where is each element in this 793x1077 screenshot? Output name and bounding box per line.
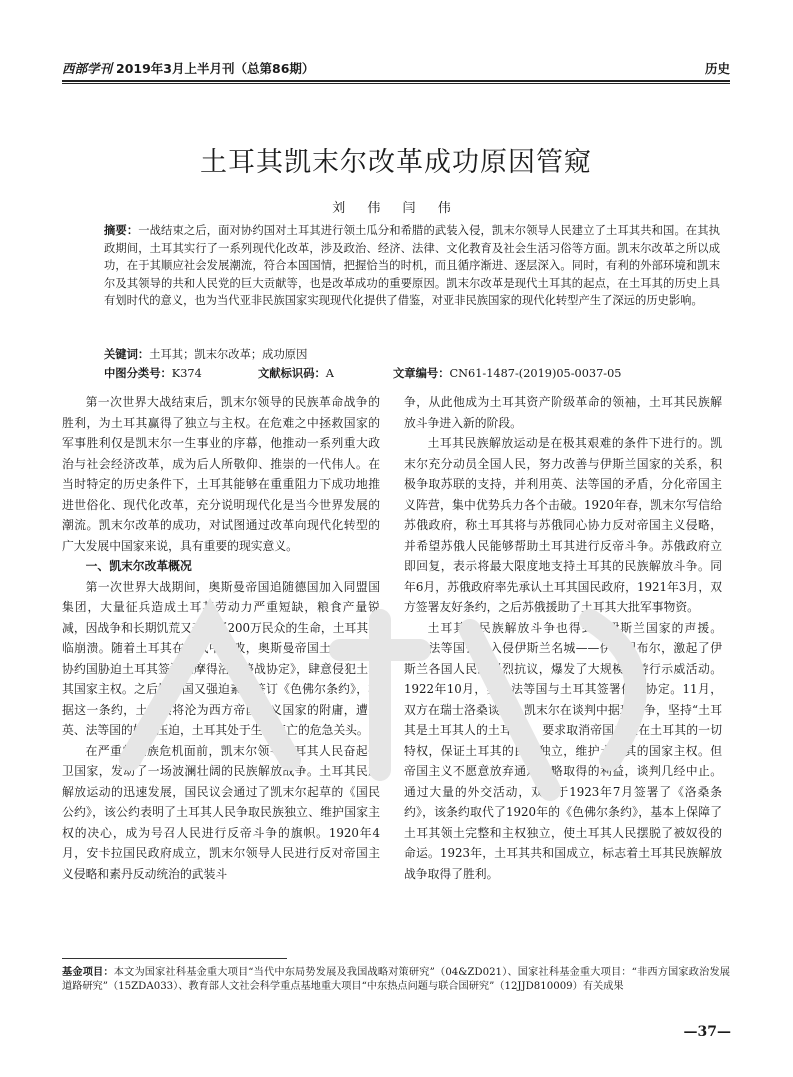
- footnote-text: 本文为国家社科基金重大项目“当代中东局势发展及我国战略对策研究”（04&ZD021）、国家社科基金重大项目：“非西方国家政治发展道路研究”（15ZDA033）、教育部人文社会科学重点基地重大项目“中东热点问题与联合国研究”（12JJD810009）有关成果: [62, 967, 730, 992]
- footnote-label: 基金项目：: [62, 967, 114, 978]
- paragraph: 土耳其民族解放运动是在极其艰难的条件下进行的。凯末尔充分动员全国人民，努力改善与伊斯兰国家的关系，积极争取苏联的支持，并利用英、法等国的矛盾，分化帝国主义阵营，集中优势兵力各个击破。1920年春，凯末尔写信给苏俄政府，称土耳其将与苏俄同心协力反对帝国主义侵略，并希望苏俄人民能够帮助土耳其进行反帝斗争。苏俄政府立即回复，表示将最大限度地支持土耳其的民族解放斗争。同年6月，苏俄政府率先承认土耳其国民政府，1921年3月，双方签署友好条约，之后苏俄援助了土耳其大批军事物资。: [404, 436, 722, 614]
- paragraph: 第一次世界大战期间，奥斯曼帝国追随德国加入同盟国集团，大量征兵造成土耳其劳动力严重短缺，粮食产量锐减，因战争和长期饥荒又夺走了200万民众的生命，土耳其濒临崩溃。随着土耳其在一战中惨败，奥斯曼帝国土崩瓦解，协约国胁迫土耳其签订《摩得洛斯停战协定》，肆意侵犯土耳其国家主权。之后协约国又强迫素丹签订《色佛尔条约》，根据这一条约，土耳其将沦为西方帝国主义国家的附庸，遭受英、法等国的奴役压迫，土耳其处于生死存亡的危急关头。: [62, 579, 380, 737]
- footnote: [62, 966, 730, 994]
- article-authors: 刘 伟 闫 伟: [332, 201, 460, 216]
- keywords: [104, 346, 307, 362]
- article-number: [393, 365, 622, 381]
- article-number-label: 文章编号：: [393, 367, 450, 380]
- header-rule-thin: [62, 83, 730, 84]
- keywords-label: 关键词：: [104, 348, 150, 361]
- section-heading: 一、凯末尔改革概况: [85, 559, 192, 573]
- paragraph: 争，从此他成为土耳其资产阶级革命的领袖，土耳其民族解放斗争进入新的阶段。: [404, 395, 722, 430]
- doc-code: [258, 365, 334, 381]
- paragraph: 第一次世界大战结束后，凯末尔领导的民族革命战争的胜利，为土耳其赢得了独立与主权。在危难之中拯救国家的军事胜利仅是凯末尔一生事业的序幕，他推动一系列重大政治与社会经济改革，成为后人所敬仰、推崇的一代伟人。在当时特定的历史条件下，土耳其能够在重重阻力下成功地推进世俗化、现代化改革，充分说明现代化是当今世界发展的潮流。凯末尔改革的成功，对试图通过改革向现代化转型的广大发展中国家来说，具有重要的现实意义。: [62, 395, 380, 553]
- paragraph: 在严重的民族危机面前，凯末尔领导土耳其人民奋起保卫国家，发动了一场波澜壮阔的民族解放战争。土耳其民族解放运动的迅速发展，国民议会通过了凯末尔起草的《国民公约》，该公约表明了土耳其人民争取民族独立、维护国家主权的决心，成为号召人民进行反帝斗争的旗帜。1920年4月，安卡拉国民政府成立，凯末尔领导人民进行反对帝国主义侵略和素丹反动统治的武装斗: [62, 743, 380, 881]
- keywords-text: 土耳其；凯末尔改革；成功原因: [149, 348, 308, 361]
- article-number-value: CN61-1487-(2019)05-0037-05: [449, 367, 622, 380]
- page-number: —37—: [683, 1024, 731, 1040]
- journal-info: [62, 59, 314, 77]
- section-label: 历史: [704, 61, 730, 76]
- body-column-left: [62, 392, 380, 884]
- running-header: [62, 57, 730, 79]
- clc-label: 中图分类号：: [104, 367, 172, 380]
- body-column-right: [404, 392, 722, 884]
- header-rule: [62, 80, 730, 82]
- clc-code: [104, 365, 202, 381]
- abstract: [104, 222, 720, 310]
- doc-label: 文献标识码：: [258, 367, 326, 380]
- paragraph: 土耳其的民族解放斗争也得到了伊斯兰国家的声援。英、法等国公然入侵伊斯兰名城——伊斯坦布尔，激起了伊斯兰各国人民的强烈抗议，爆发了大规模的游行示威活动。1922年10月，英、法等国与土耳其签署停战协定。11月，双方在瑞士洛桑谈判，凯末尔在谈判中据理力争，坚持“土耳其是土耳其人的土耳其”，要求取消帝国主义在土耳其的一切特权，保证土耳其的民族独立，维护土耳其的国家主权。但帝国主义不愿意放弃通过侵略取得的利益，谈判几经中止。通过大量的外交活动，双方于1923年7月签署了《洛桑条约》，该条约取代了1920年的《色佛尔条约》，基本上保障了土耳其领土完整和主权独立，使土耳其人民摆脱了被奴役的命运。1923年，土耳其共和国成立，标志着土耳其民族解放战争取得了胜利。: [404, 620, 722, 881]
- abstract-label: 摘要：: [104, 224, 139, 237]
- clc-value: K374: [171, 367, 202, 380]
- doc-value: A: [325, 367, 334, 380]
- issue-info: 2019年3月上半月刊（总第86期）: [116, 61, 315, 76]
- article-title: 土耳其凯末尔改革成功原因管窥: [200, 147, 592, 178]
- abstract-text: 一战结束之后，面对协约国对土耳其进行领土瓜分和希腊的武装入侵，凯末尔领导人民建立了土耳其共和国。在其执政期间，土耳其实行了一系列现代化改革，涉及政治、经济、法律、文化教育及社会生活习俗等方面。凯末尔改革之所以成功，在于其顺应社会发展潮流，符合本国国情，把握恰当的时机，而且循序渐进、逐层深入。同时，有利的外部环境和凯末尔及其领导的共和人民党的巨大贡献等，也是改革成功的重要原因。凯末尔改革是现代土耳其的起点，在土耳其的历史上具有划时代的意义，也为当代亚非民族国家实现现代化提供了借鉴，对亚非民族国家的现代化转型产生了深远的历史影响。: [104, 224, 720, 308]
- journal-logo: 西部学刊: [62, 61, 113, 76]
- footnote-rule: [62, 958, 287, 959]
